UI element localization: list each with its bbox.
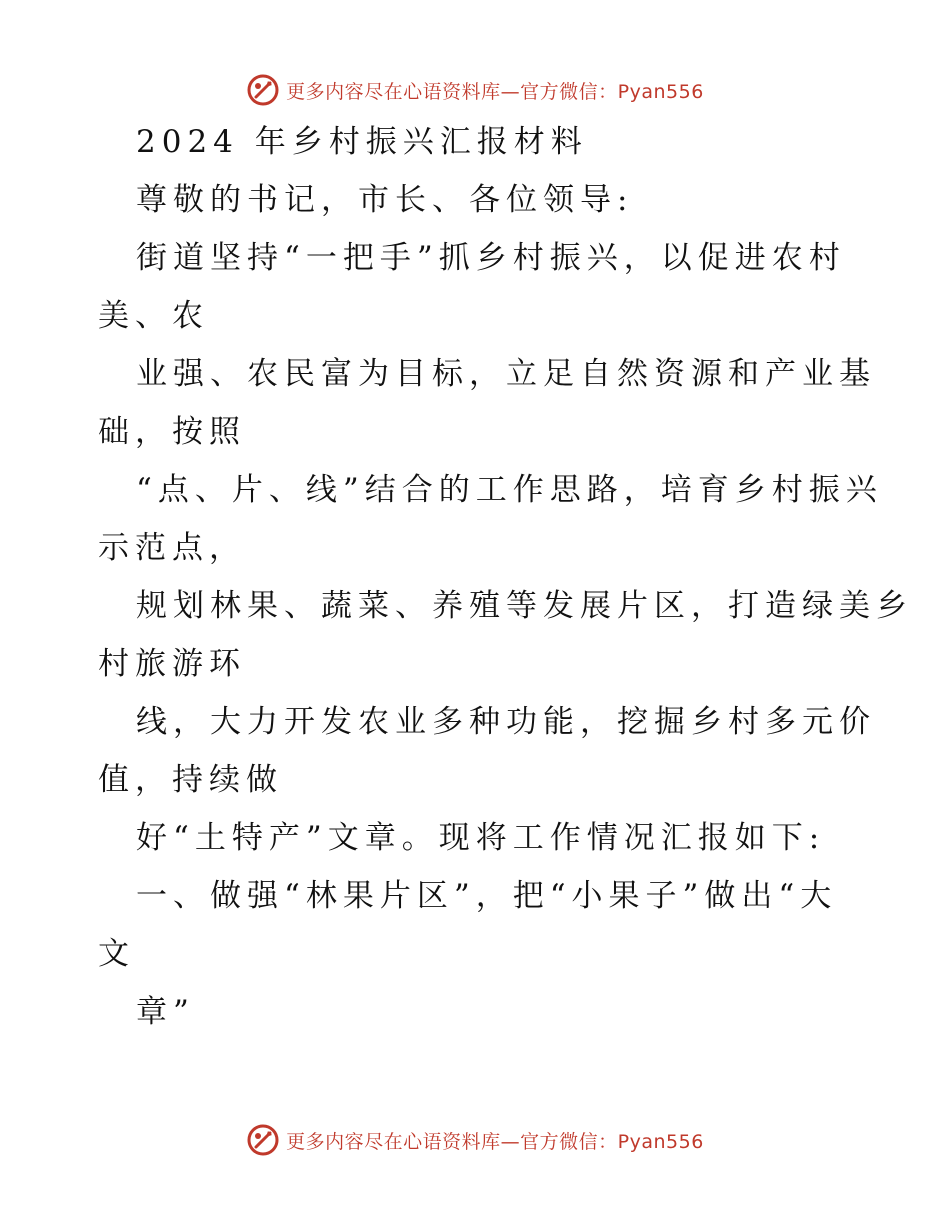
footer-watermark (0, 1120, 950, 1160)
paragraph-line: 美、农 (98, 298, 209, 334)
header-watermark (0, 70, 950, 110)
paragraph-line: 街道坚持“一把手”抓乡村振兴，以促进农村 (136, 240, 846, 276)
doc-title: 2024 年乡村振兴汇报材料 (136, 124, 588, 160)
pen-logo-icon (246, 1123, 280, 1157)
paragraph-line: 示范点， (98, 530, 246, 566)
paragraph-line: 线，大力开发农业多种功能，挖掘乡村多元价 (136, 704, 876, 740)
pen-logo-icon (246, 73, 280, 107)
section-heading-continued: 文 (98, 936, 135, 972)
paragraph-line: 值，持续做 (98, 762, 283, 798)
salutation: 尊敬的书记，市长、各位领导: (136, 182, 634, 218)
paragraph-line: 业强、农民富为目标，立足自然资源和产业基 (136, 356, 876, 392)
paragraph-line: 础，按照 (98, 414, 246, 450)
section-heading: 一、做强“林果片区”，把“小果子”做出“大 (136, 878, 838, 914)
watermark-text: 更多内容尽在心语资料库—官方微信：Pyan556 (286, 80, 704, 103)
paragraph-line: 规划林果、蔬菜、养殖等发展片区，打造绿美乡 (136, 588, 913, 624)
watermark-text: 更多内容尽在心语资料库—官方微信：Pyan556 (286, 1130, 704, 1153)
section-heading-continued: 章” (136, 994, 195, 1030)
paragraph-line: 村旅游环 (98, 646, 246, 682)
paragraph-line: “点、片、线”结合的工作思路，培育乡村振兴 (136, 472, 883, 508)
paragraph-line: 好“土特产”文章。现将工作情况汇报如下: (136, 820, 826, 856)
